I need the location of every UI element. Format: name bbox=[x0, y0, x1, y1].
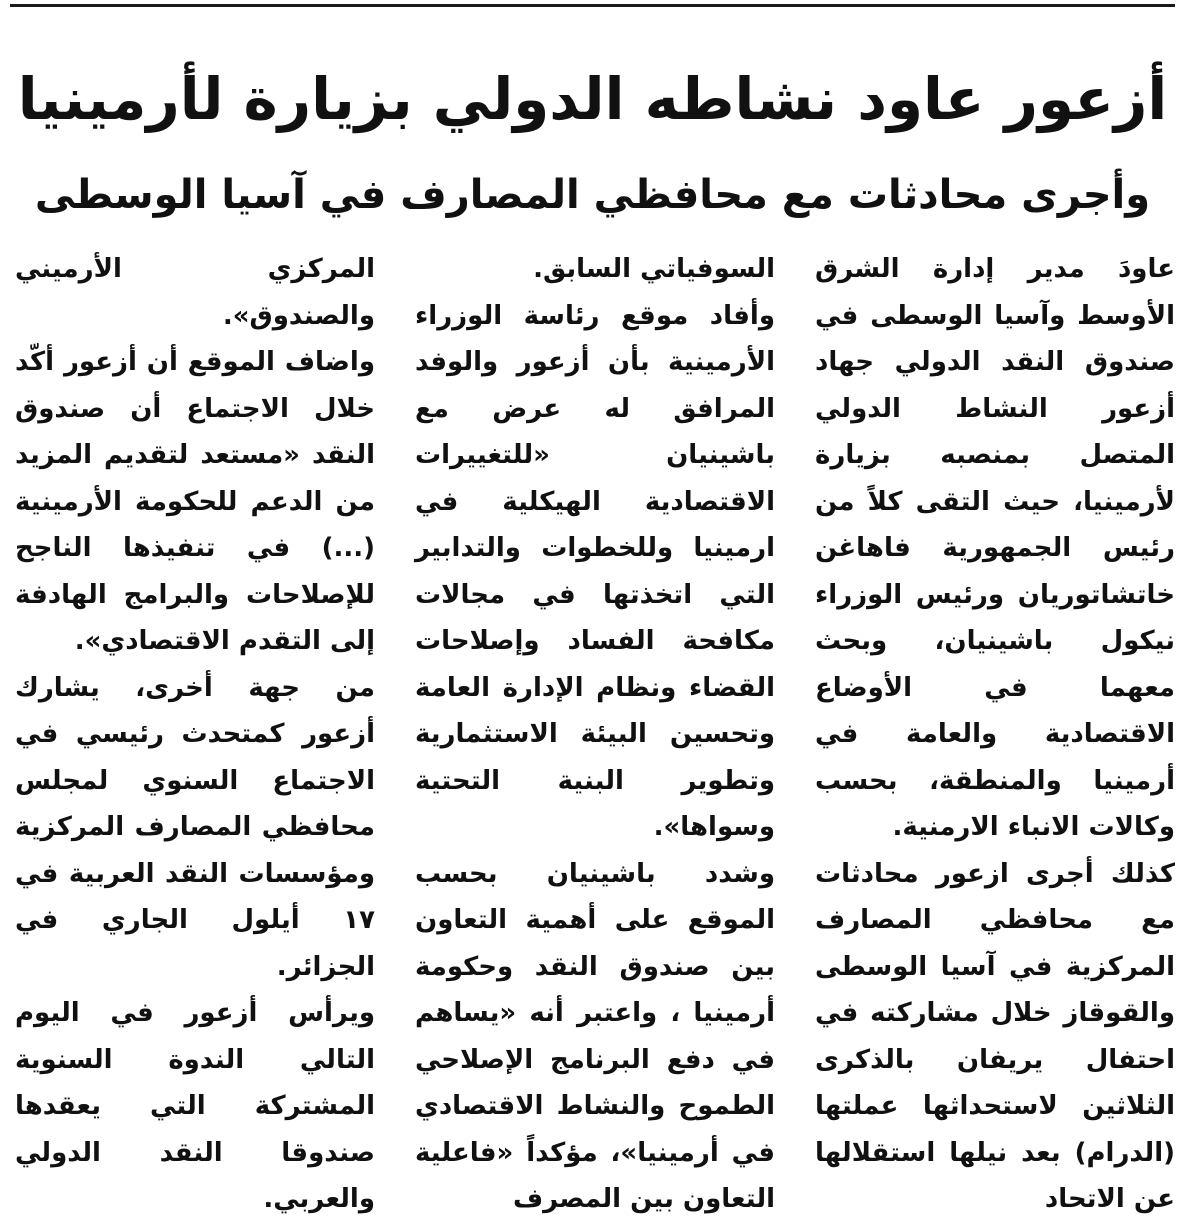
paragraph: عاودَ مدير إدارة الشرق الأوسط وآسيا الوسطى في صندوق النقد الدولي جهاد أزعور النشاط الدولي المتصل بمنصبه بزيارة لأرمينيا، حيث التقى كلاً من رئيس الجمهورية فاهاغن خاتشاتوريان ورئيس الوزراء نيكول باشينيان، وبحث معهما في الأوضاع الاقتصادية والعامة في أرمينيا والمنطقة، بحسب وكالات الانباء الارمنية. bbox=[815, 254, 1175, 842]
paragraph: كذلك أجرى ازعور محادثات مع محافظي المصارف المركزية في آسيا الوسطى والقوقاز خلال مشاركته في احتفال يريفان بالذكرى الثلاثين لاستحداثها عملتها (الدرام) بعد نيلها استقلالها عن الاتحاد bbox=[815, 858, 1175, 1214]
article-body bbox=[10, 246, 1175, 1214]
paragraph: وأفاد موقع رئاسة الوزراء الأرمينية بأن أزعور والوفد المرافق له عرض مع باشينيان «للتغييرات الاقتصادية الهيكلية في ارمينيا وللخطوات والتدابير التي اتخذتها في مجالات مكافحة الفساد وإصلاحات القضاء ونظام الإدارة العامة وتحسين البيئة الاستثمارية وتطوير البنية التحتية وسواها». bbox=[415, 300, 775, 842]
top-rule bbox=[10, 4, 1175, 7]
article-column-3 bbox=[15, 246, 375, 1214]
paragraph: وشدد باشينيان بحسب الموقع على أهمية التعاون بين صندوق النقد وحكومة أرمينيا ، واعتبر أنه «يساهم في دفع البرنامج الإصلاحي الطموح والنشاط الاقتصادي في أرمينيا»، مؤكداً «فاعلية التعاون بين المصرف bbox=[415, 858, 775, 1214]
headline bbox=[10, 51, 1175, 243]
paragraph: واضاف الموقع أن أزعور أكّد خلال الاجتماع أن صندوق النقد «مستعد لتقديم المزيد من الدعم للحكومة الأرمينية (...) في تنفيذها الناجح للإصلاحات والبرامج الهادفة إلى التقدم الاقتصادي». bbox=[15, 347, 375, 656]
article-column-2 bbox=[415, 246, 775, 1214]
headline-line-2: وأجرى محادثات مع محافظي المصارف في آسيا الوسطى bbox=[34, 172, 1151, 219]
article-column-1 bbox=[815, 246, 1175, 1214]
paragraph: المركزي الأرميني والصندوق». bbox=[15, 254, 375, 331]
paragraph: ويرأس أزعور في اليوم التالي الندوة السنوية المشتركة التي يعقدها صندوقا النقد الدولي والعربي. bbox=[15, 998, 375, 1214]
headline-line-1: أزعور عاود نشاطه الدولي بزيارة لأرمينيا bbox=[17, 65, 1168, 134]
paragraph: السوفياتي السابق. bbox=[533, 254, 775, 284]
paragraph: من جهة أخرى، يشارك أزعور كمتحدث رئيسي في الاجتماع السنوي لمجلس محافظي المصارف المركزية ومؤسسات النقد العربية في ١٧ أيلول الجاري في الجزائر. bbox=[15, 672, 375, 982]
